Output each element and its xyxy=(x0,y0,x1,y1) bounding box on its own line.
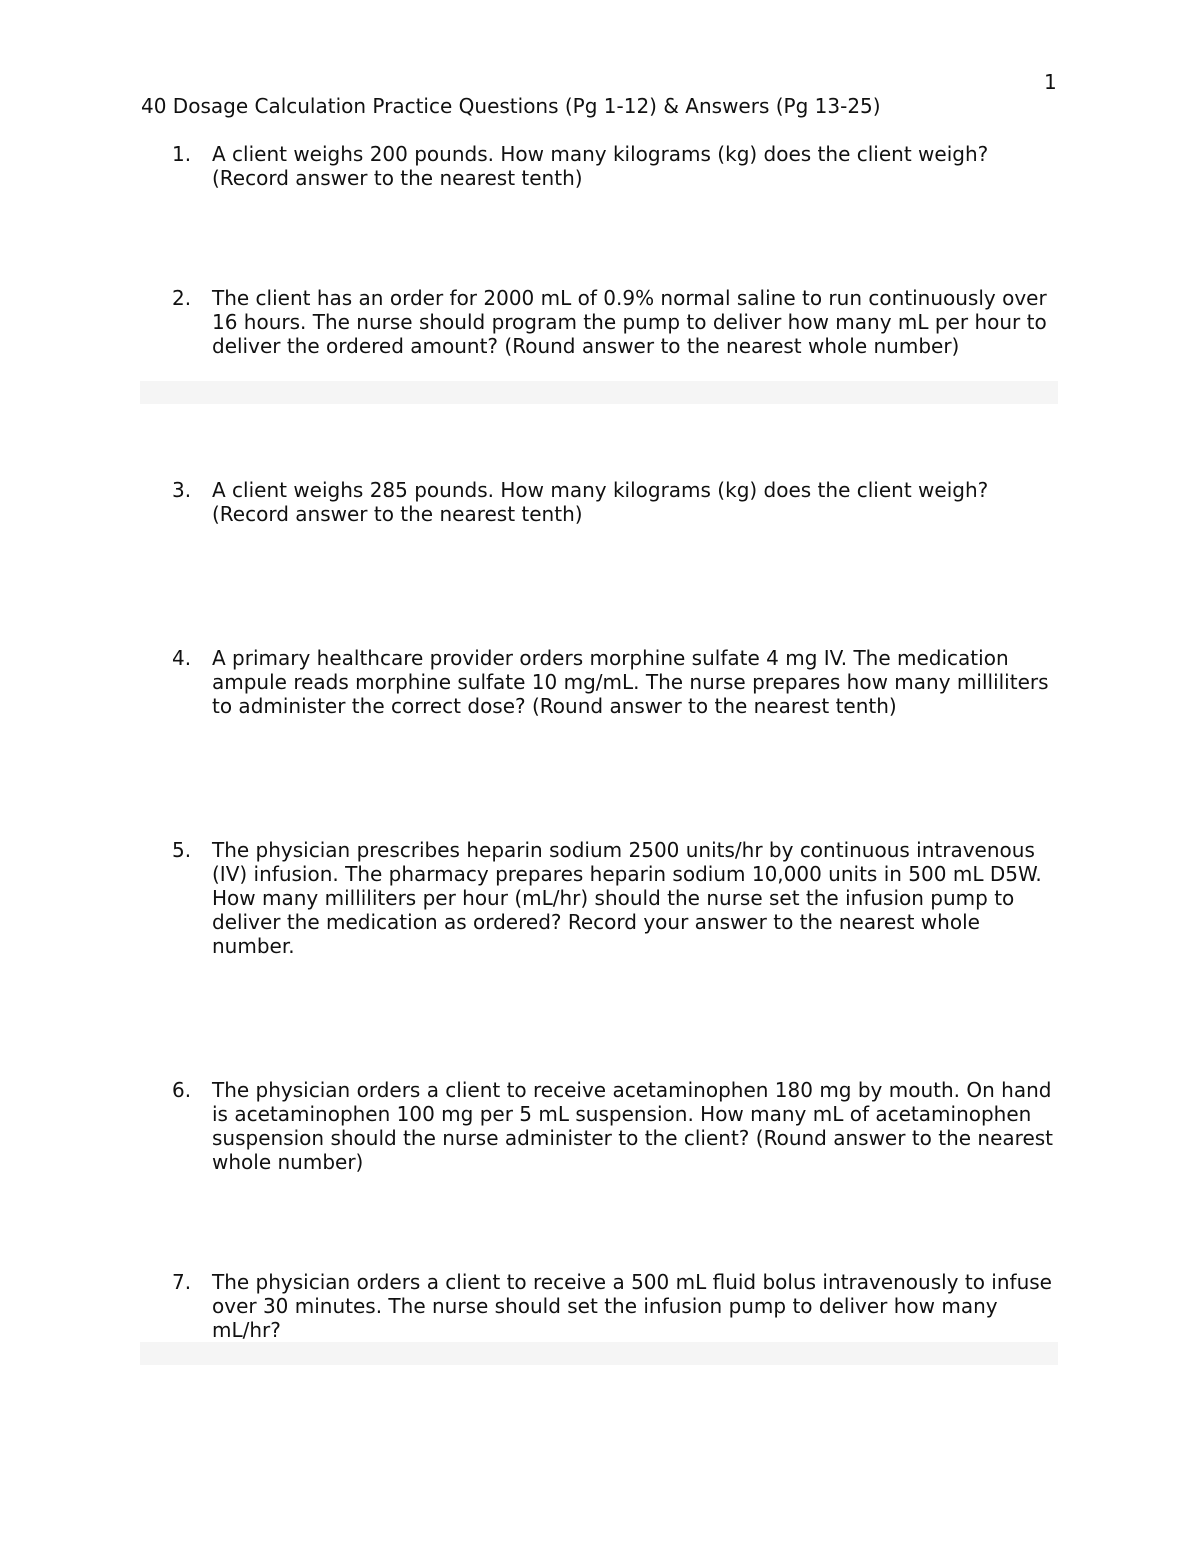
question-5 xyxy=(172,838,1062,958)
question-text: The physician orders a client to receive a 500 mL fluid bolus intravenously to infuse over 30 minutes. The nurse should set the infusion pump to deliver how many mL/hr? xyxy=(212,1270,1052,1342)
question-number: 5. xyxy=(172,838,192,862)
question-text: A primary healthcare provider orders morphine sulfate 4 mg IV. The medication ampule reads morphine sulfate 10 mg/mL. The nurse prepares how many milliliters to administer the correct dose? (Round answer to the nearest tenth) xyxy=(212,646,1049,718)
question-2 xyxy=(172,286,1062,358)
question-1 xyxy=(172,142,1062,190)
question-text: The physician prescribes heparin sodium 2500 units/hr by continuous intravenous (IV) infusion. The pharmacy prepares heparin sodium 10,000 units in 500 mL D5W. How many milliliters per hour (mL/hr) should the nurse set the infusion pump to deliver the medication as ordered? Record your answer to the nearest whole number. xyxy=(212,838,1042,958)
page-number: 1 xyxy=(1044,70,1057,94)
question-number: 7. xyxy=(172,1270,192,1294)
question-6 xyxy=(172,1078,1062,1174)
question-text: The client has an order for 2000 mL of 0.9% normal saline to run continuously over 16 hours. The nurse should program the pump to deliver how many mL per hour to deliver the ordered amount? (Round answer to the nearest whole number) xyxy=(212,286,1047,358)
question-4 xyxy=(172,646,1062,718)
page-band xyxy=(140,381,1058,404)
question-text: The physician orders a client to receive acetaminophen 180 mg by mouth. On hand is acetaminophen 100 mg per 5 mL suspension. How many mL of acetaminophen suspension should the nurse administer to the client? (Round answer to the nearest whole number) xyxy=(212,1078,1054,1174)
question-text: A client weighs 200 pounds. How many kilograms (kg) does the client weigh? (Record answer to the nearest tenth) xyxy=(212,142,989,190)
question-number: 6. xyxy=(172,1078,192,1102)
question-number: 2. xyxy=(172,286,192,310)
question-3 xyxy=(172,478,1062,526)
question-number: 4. xyxy=(172,646,192,670)
question-text: A client weighs 285 pounds. How many kilograms (kg) does the client weigh? (Record answer to the nearest tenth) xyxy=(212,478,989,526)
question-number: 3. xyxy=(172,478,192,502)
question-number: 1. xyxy=(172,142,192,166)
document-title: 40 Dosage Calculation Practice Questions (Pg 1-12) & Answers (Pg 13-25) xyxy=(141,94,881,118)
page-band xyxy=(140,1342,1058,1365)
question-7 xyxy=(172,1270,1062,1342)
